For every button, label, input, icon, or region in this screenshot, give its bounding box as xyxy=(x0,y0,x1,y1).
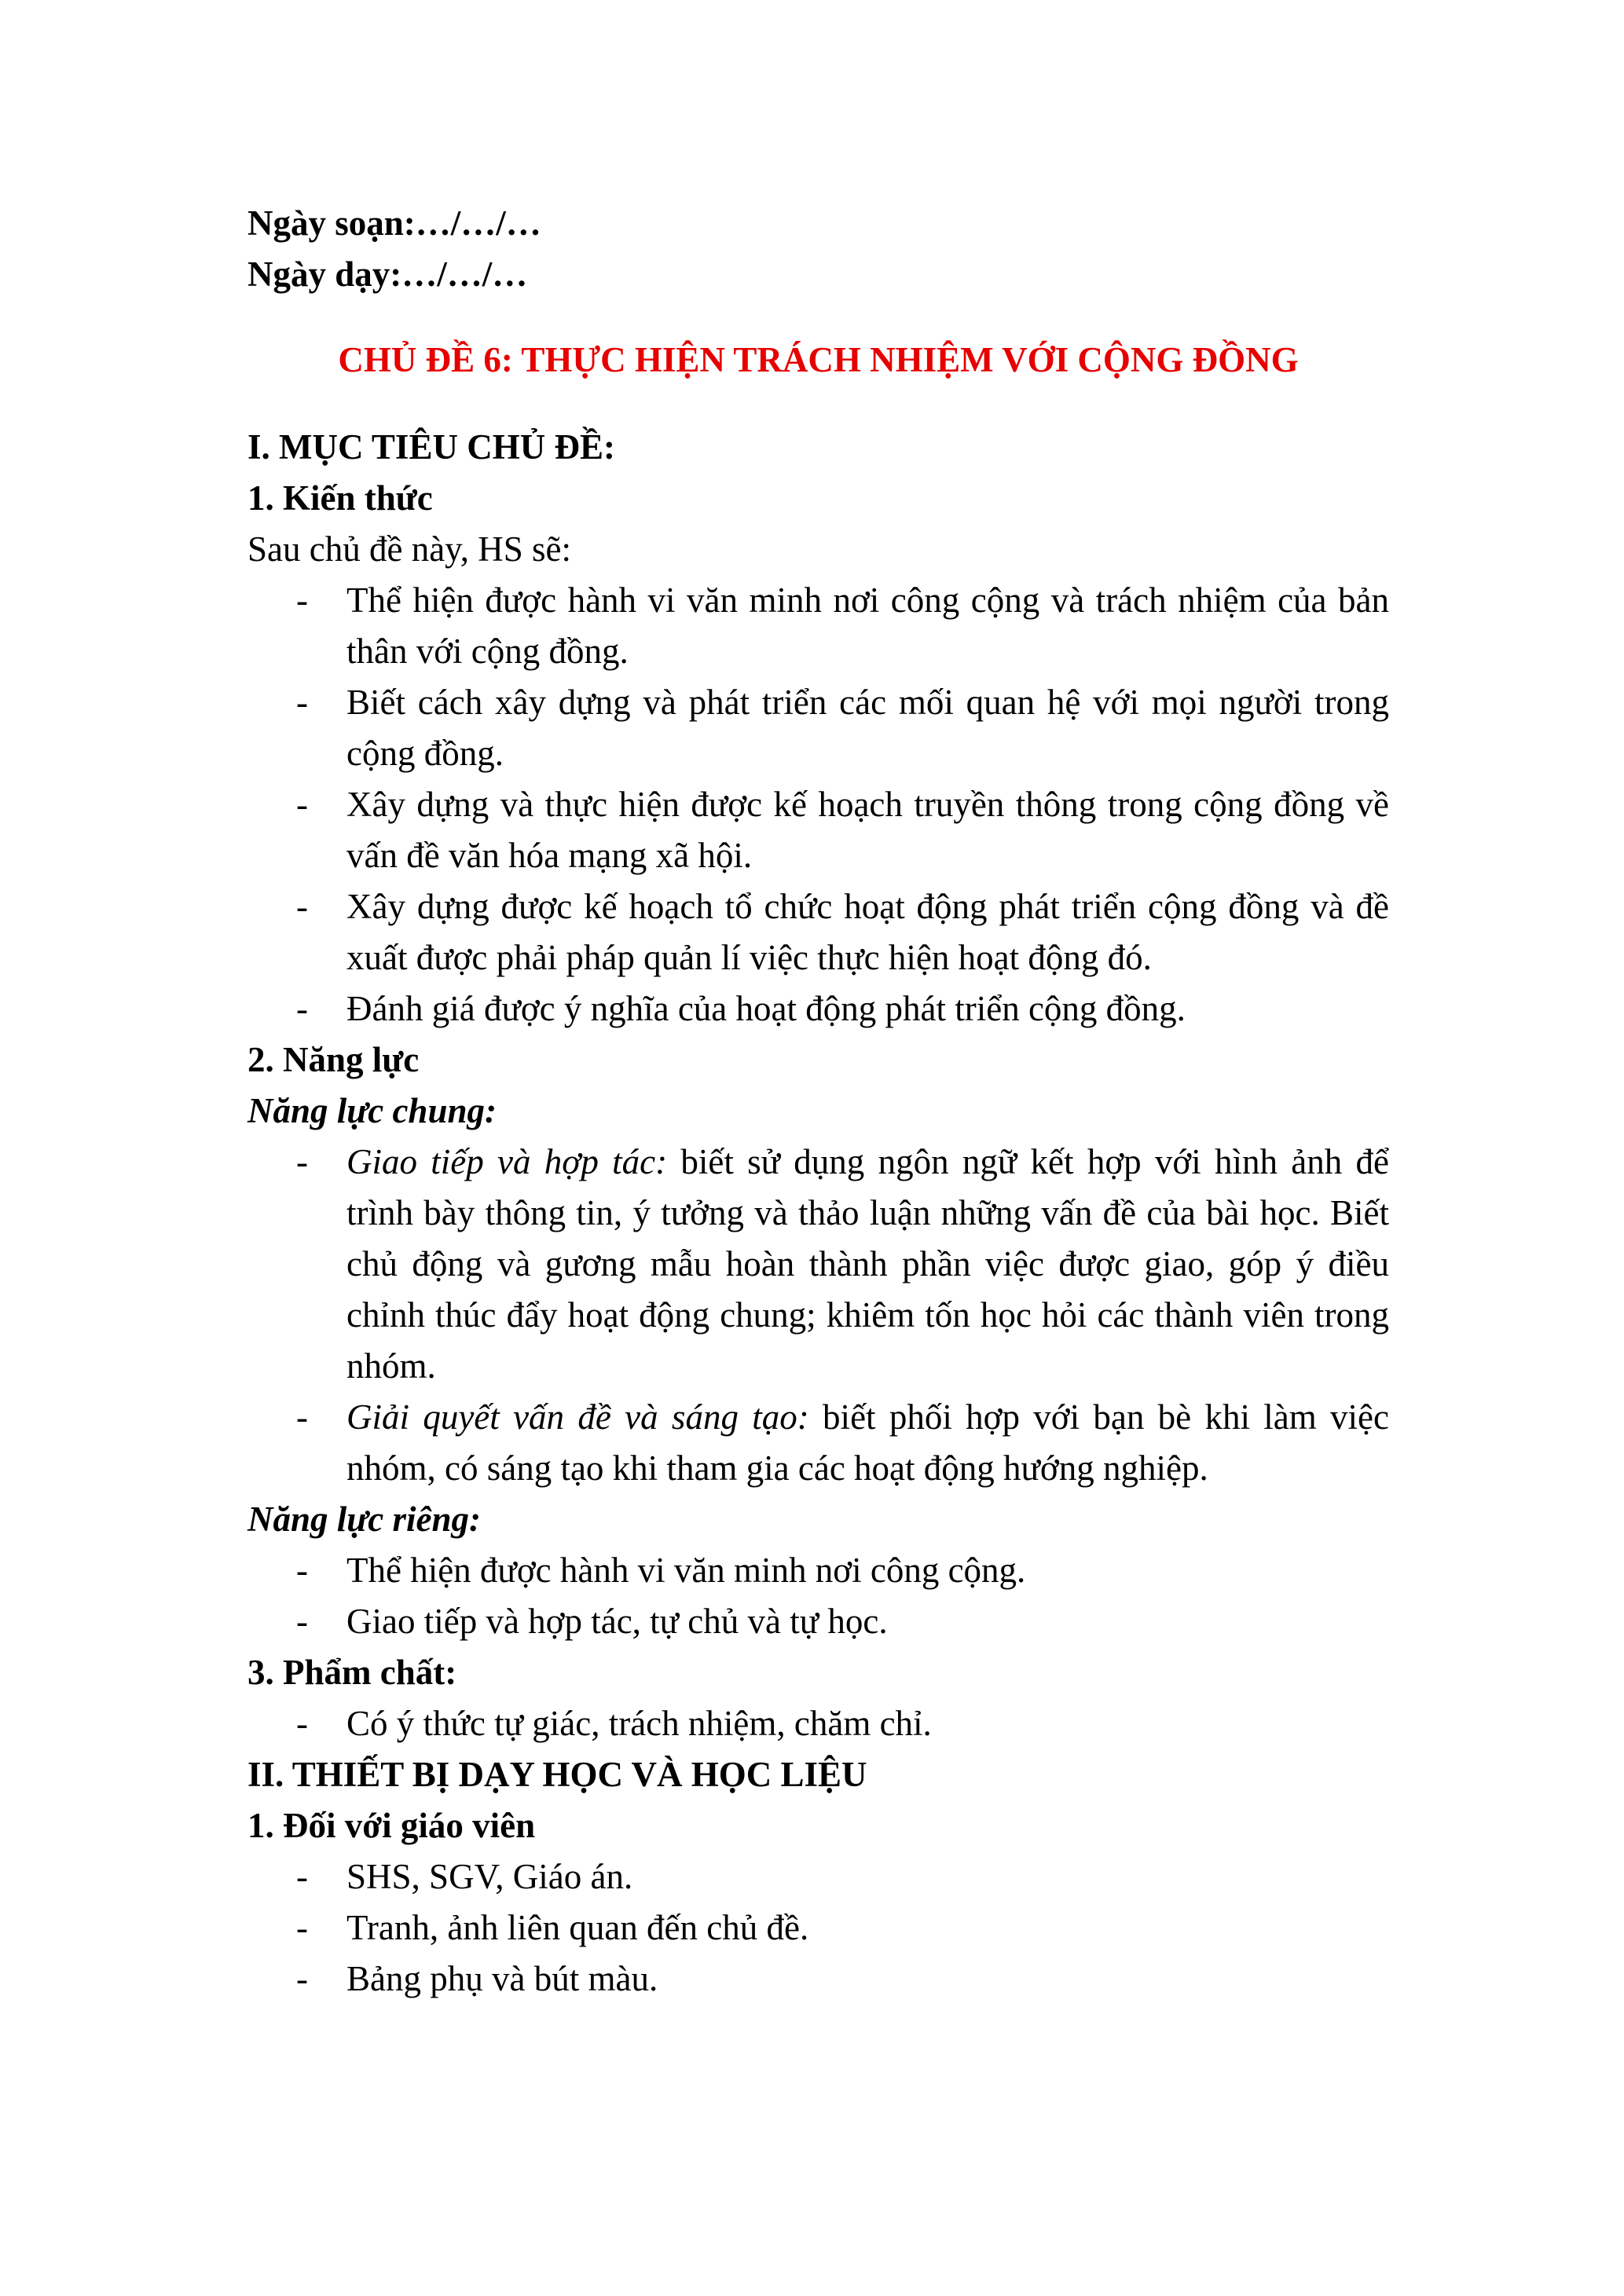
specific-competence-list xyxy=(247,1545,1389,1647)
dash-bullet: - xyxy=(296,1142,308,1181)
dash-bullet: - xyxy=(296,887,308,926)
section-2-heading: II. THIẾT BỊ DẠY HỌC VÀ HỌC LIỆU xyxy=(247,1755,867,1794)
section-1-heading: I. MỤC TIÊU CHỦ ĐỀ: xyxy=(247,427,615,467)
dash-bullet: - xyxy=(296,1959,308,1998)
knowledge-list xyxy=(247,575,1389,1034)
list-item: - SHS, SGV, Giáo án. xyxy=(247,1851,1389,1902)
dash-bullet: - xyxy=(296,1397,308,1437)
teacher-list xyxy=(247,1851,1389,2005)
dash-bullet: - xyxy=(296,1908,308,1947)
list-item: - Giao tiếp và hợp tác, tự chủ và tự học. xyxy=(247,1596,1389,1647)
list-item: - Bảng phụ và bút màu. xyxy=(247,1954,1389,2005)
list-item: - Xây dựng và thực hiện được kế hoạch truyền thông trong cộng đồng về vấn đề văn hóa mạng xã hội. xyxy=(247,779,1389,881)
knowledge-intro: Sau chủ đề này, HS sẽ: xyxy=(247,529,572,569)
dash-bullet: - xyxy=(296,683,308,722)
list-item: - Thể hiện được hành vi văn minh nơi công cộng và trách nhiệm của bản thân với cộng đồng. xyxy=(247,575,1389,677)
prep-date: Ngày soạn:…/…/… xyxy=(247,203,541,243)
topic-title: CHỦ ĐỀ 6: THỰC HIỆN TRÁCH NHIỆM VỚI CỘNG ĐỒNG xyxy=(338,340,1299,379)
teach-date: Ngày dạy:…/…/… xyxy=(247,255,528,294)
dash-bullet: - xyxy=(296,580,308,620)
qualities-heading: 3. Phẩm chất: xyxy=(247,1653,457,1692)
dash-bullet: - xyxy=(296,1704,308,1743)
dash-bullet: - xyxy=(296,989,308,1028)
competence-heading: 2. Năng lực xyxy=(247,1040,420,1079)
general-competence-heading: Năng lực chung: xyxy=(247,1091,497,1130)
dash-bullet: - xyxy=(296,1857,308,1896)
list-item: - Biết cách xây dựng và phát triển các mối quan hệ với mọi người trong cộng đồng. xyxy=(247,677,1389,779)
dash-bullet: - xyxy=(296,1551,308,1590)
list-item: - Xây dựng được kế hoạch tổ chức hoạt động phát triển cộng đồng và đề xuất được phải pháp quản lí việc thực hiện hoạt động đó. xyxy=(247,881,1389,983)
list-item: - Giao tiếp và hợp tác: biết sử dụng ngôn ngữ kết hợp với hình ảnh để trình bày thông tin, ý tưởng và thảo luận những vấn đề của bài học. Biết chủ động và gương mẫu hoàn thành phần việc được giao, góp ý điều chỉnh thúc đẩy hoạt động chung; khiêm tốn học hỏi các thành viên trong nhóm. xyxy=(247,1137,1389,1392)
list-item: - Có ý thức tự giác, trách nhiệm, chăm chỉ. xyxy=(247,1698,1389,1749)
list-item: - Tranh, ảnh liên quan đến chủ đề. xyxy=(247,1902,1389,1954)
list-item: - Đánh giá được ý nghĩa của hoạt động phát triển cộng đồng. xyxy=(247,983,1389,1034)
general-competence-list xyxy=(247,1137,1389,1494)
list-item: - Giải quyết vấn đề và sáng tạo: biết phối hợp với bạn bè khi làm việc nhóm, có sáng tạo khi tham gia các hoạt động hướng nghiệp. xyxy=(247,1392,1389,1494)
dash-bullet: - xyxy=(296,785,308,824)
dash-bullet: - xyxy=(296,1602,308,1641)
specific-competence-heading: Năng lực riêng: xyxy=(247,1500,481,1539)
list-item: - Thể hiện được hành vi văn minh nơi công cộng. xyxy=(247,1545,1389,1596)
knowledge-heading: 1. Kiến thức xyxy=(247,478,433,518)
teacher-heading: 1. Đối với giáo viên xyxy=(247,1806,536,1845)
qualities-list xyxy=(247,1698,1389,1749)
document-page xyxy=(247,198,1389,2005)
